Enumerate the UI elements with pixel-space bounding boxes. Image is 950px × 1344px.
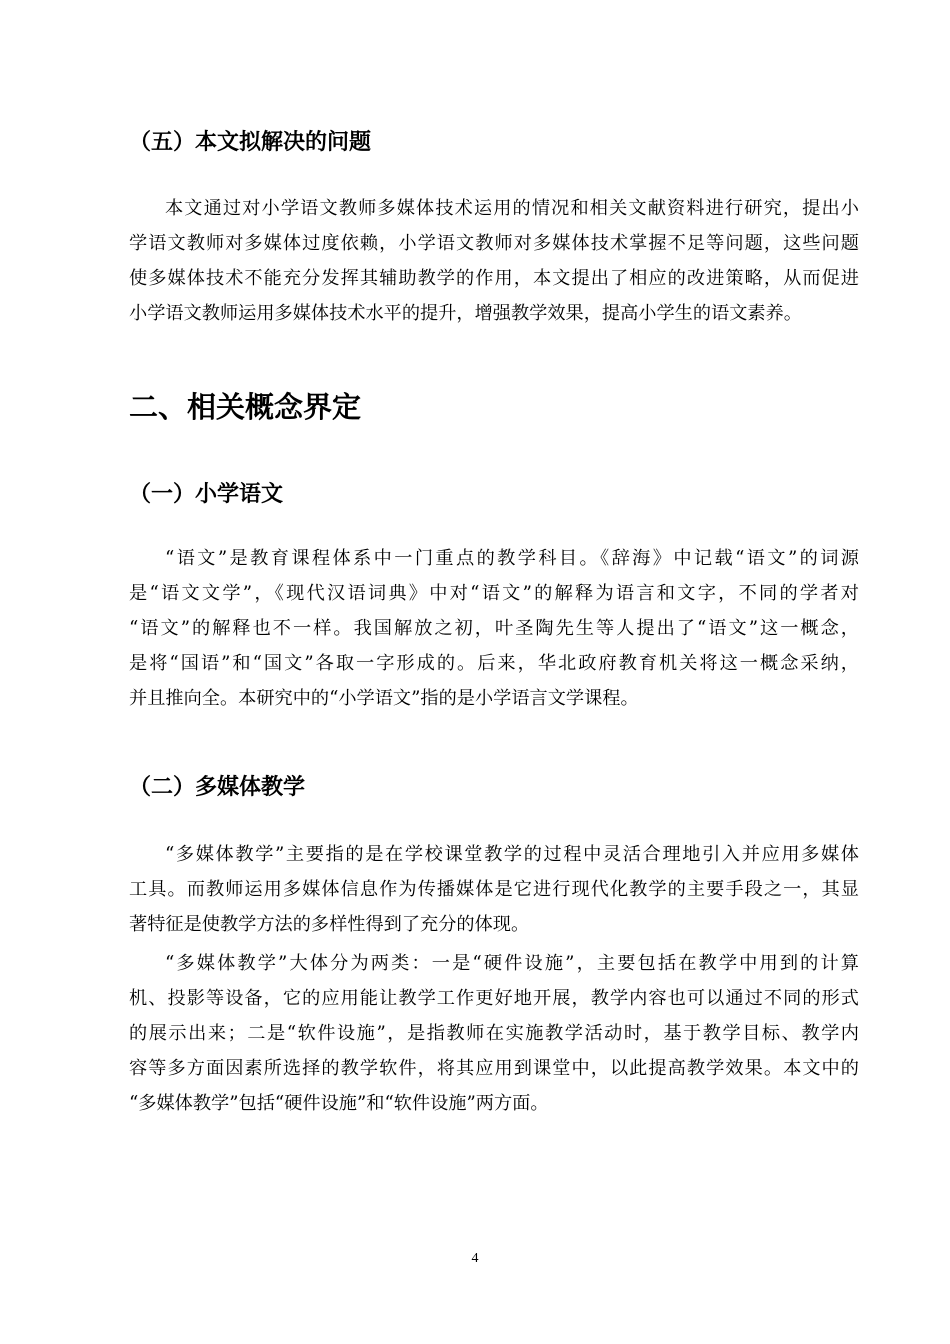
- paragraph-line: “多媒体教学”主要指的是在学校课堂教学的过程中灵活合理地引入并应用多媒体: [165, 844, 859, 865]
- paragraph-line: 是将“国语”和“国文”各取一字形成的。后来，华北政府教育机关将这一概念采纳，: [129, 653, 859, 674]
- paragraph-multimedia-categories: [129, 946, 859, 1121]
- paragraph-line: 学语文教师对多媒体过度依赖，小学语文教师对多媒体技术掌握不足等问题，这些问题: [129, 233, 859, 254]
- section-heading-2: （二）多媒体教学: [129, 775, 306, 800]
- paragraph-line: 使多媒体技术不能充分发挥其辅助教学的作用，本文提出了相应的改进策略，从而促进: [129, 268, 859, 289]
- paragraph-multimedia-definition: [129, 837, 859, 942]
- paragraph-problems: [129, 191, 859, 331]
- paragraph-line: 是“语文文学”，《现代汉语词典》中对“语文”的解释为语言和文字，不同的学者对: [129, 583, 859, 604]
- section-heading-1: （一）小学语文: [129, 482, 284, 507]
- paragraph-line: 并且推向全。本研究中的“小学语文”指的是小学语言文学课程。: [129, 688, 639, 709]
- paragraph-line: “多媒体教学”包括“硬件设施”和“软件设施”两方面。: [129, 1093, 549, 1114]
- page-number: 4: [471, 1251, 479, 1266]
- chapter-heading-2: 二、相关概念界定: [129, 390, 362, 424]
- paragraph-line: 本文通过对小学语文教师多媒体技术运用的情况和相关文献资料进行研究，提出小: [165, 198, 859, 219]
- paragraph-line: 著特征是使教学方法的多样性得到了充分的体现。: [129, 914, 530, 935]
- paragraph-chinese-definition: [129, 541, 859, 716]
- section-heading-5: （五）本文拟解决的问题: [129, 130, 372, 155]
- paragraph-line: “语文”是教育课程体系中一门重点的教学科目。《辞海》中记载“语文”的词源: [165, 548, 859, 569]
- paragraph-line: 小学语文教师运用多媒体技术水平的提升，增强教学效果，提高小学生的语文素养。: [129, 303, 802, 324]
- paragraph-line: 工具。而教师运用多媒体信息作为传播媒体是它进行现代化教学的主要手段之一，其显: [129, 879, 859, 900]
- paragraph-line: “多媒体教学”大体分为两类：一是“硬件设施”，主要包括在教学中用到的计算: [165, 953, 859, 974]
- paragraph-line: 的展示出来；二是“软件设施”，是指教师在实施教学活动时，基于教学目标、教学内: [129, 1023, 859, 1044]
- paragraph-line: 机、投影等设备，它的应用能让教学工作更好地开展，教学内容也可以通过不同的形式: [129, 988, 859, 1009]
- paragraph-line: 容等多方面因素所选择的教学软件，将其应用到课堂中，以此提高教学效果。本文中的: [129, 1058, 859, 1079]
- paragraph-line: “语文”的解释也不一样。我国解放之初，叶圣陶先生等人提出了“语文”这一概念，: [129, 618, 859, 639]
